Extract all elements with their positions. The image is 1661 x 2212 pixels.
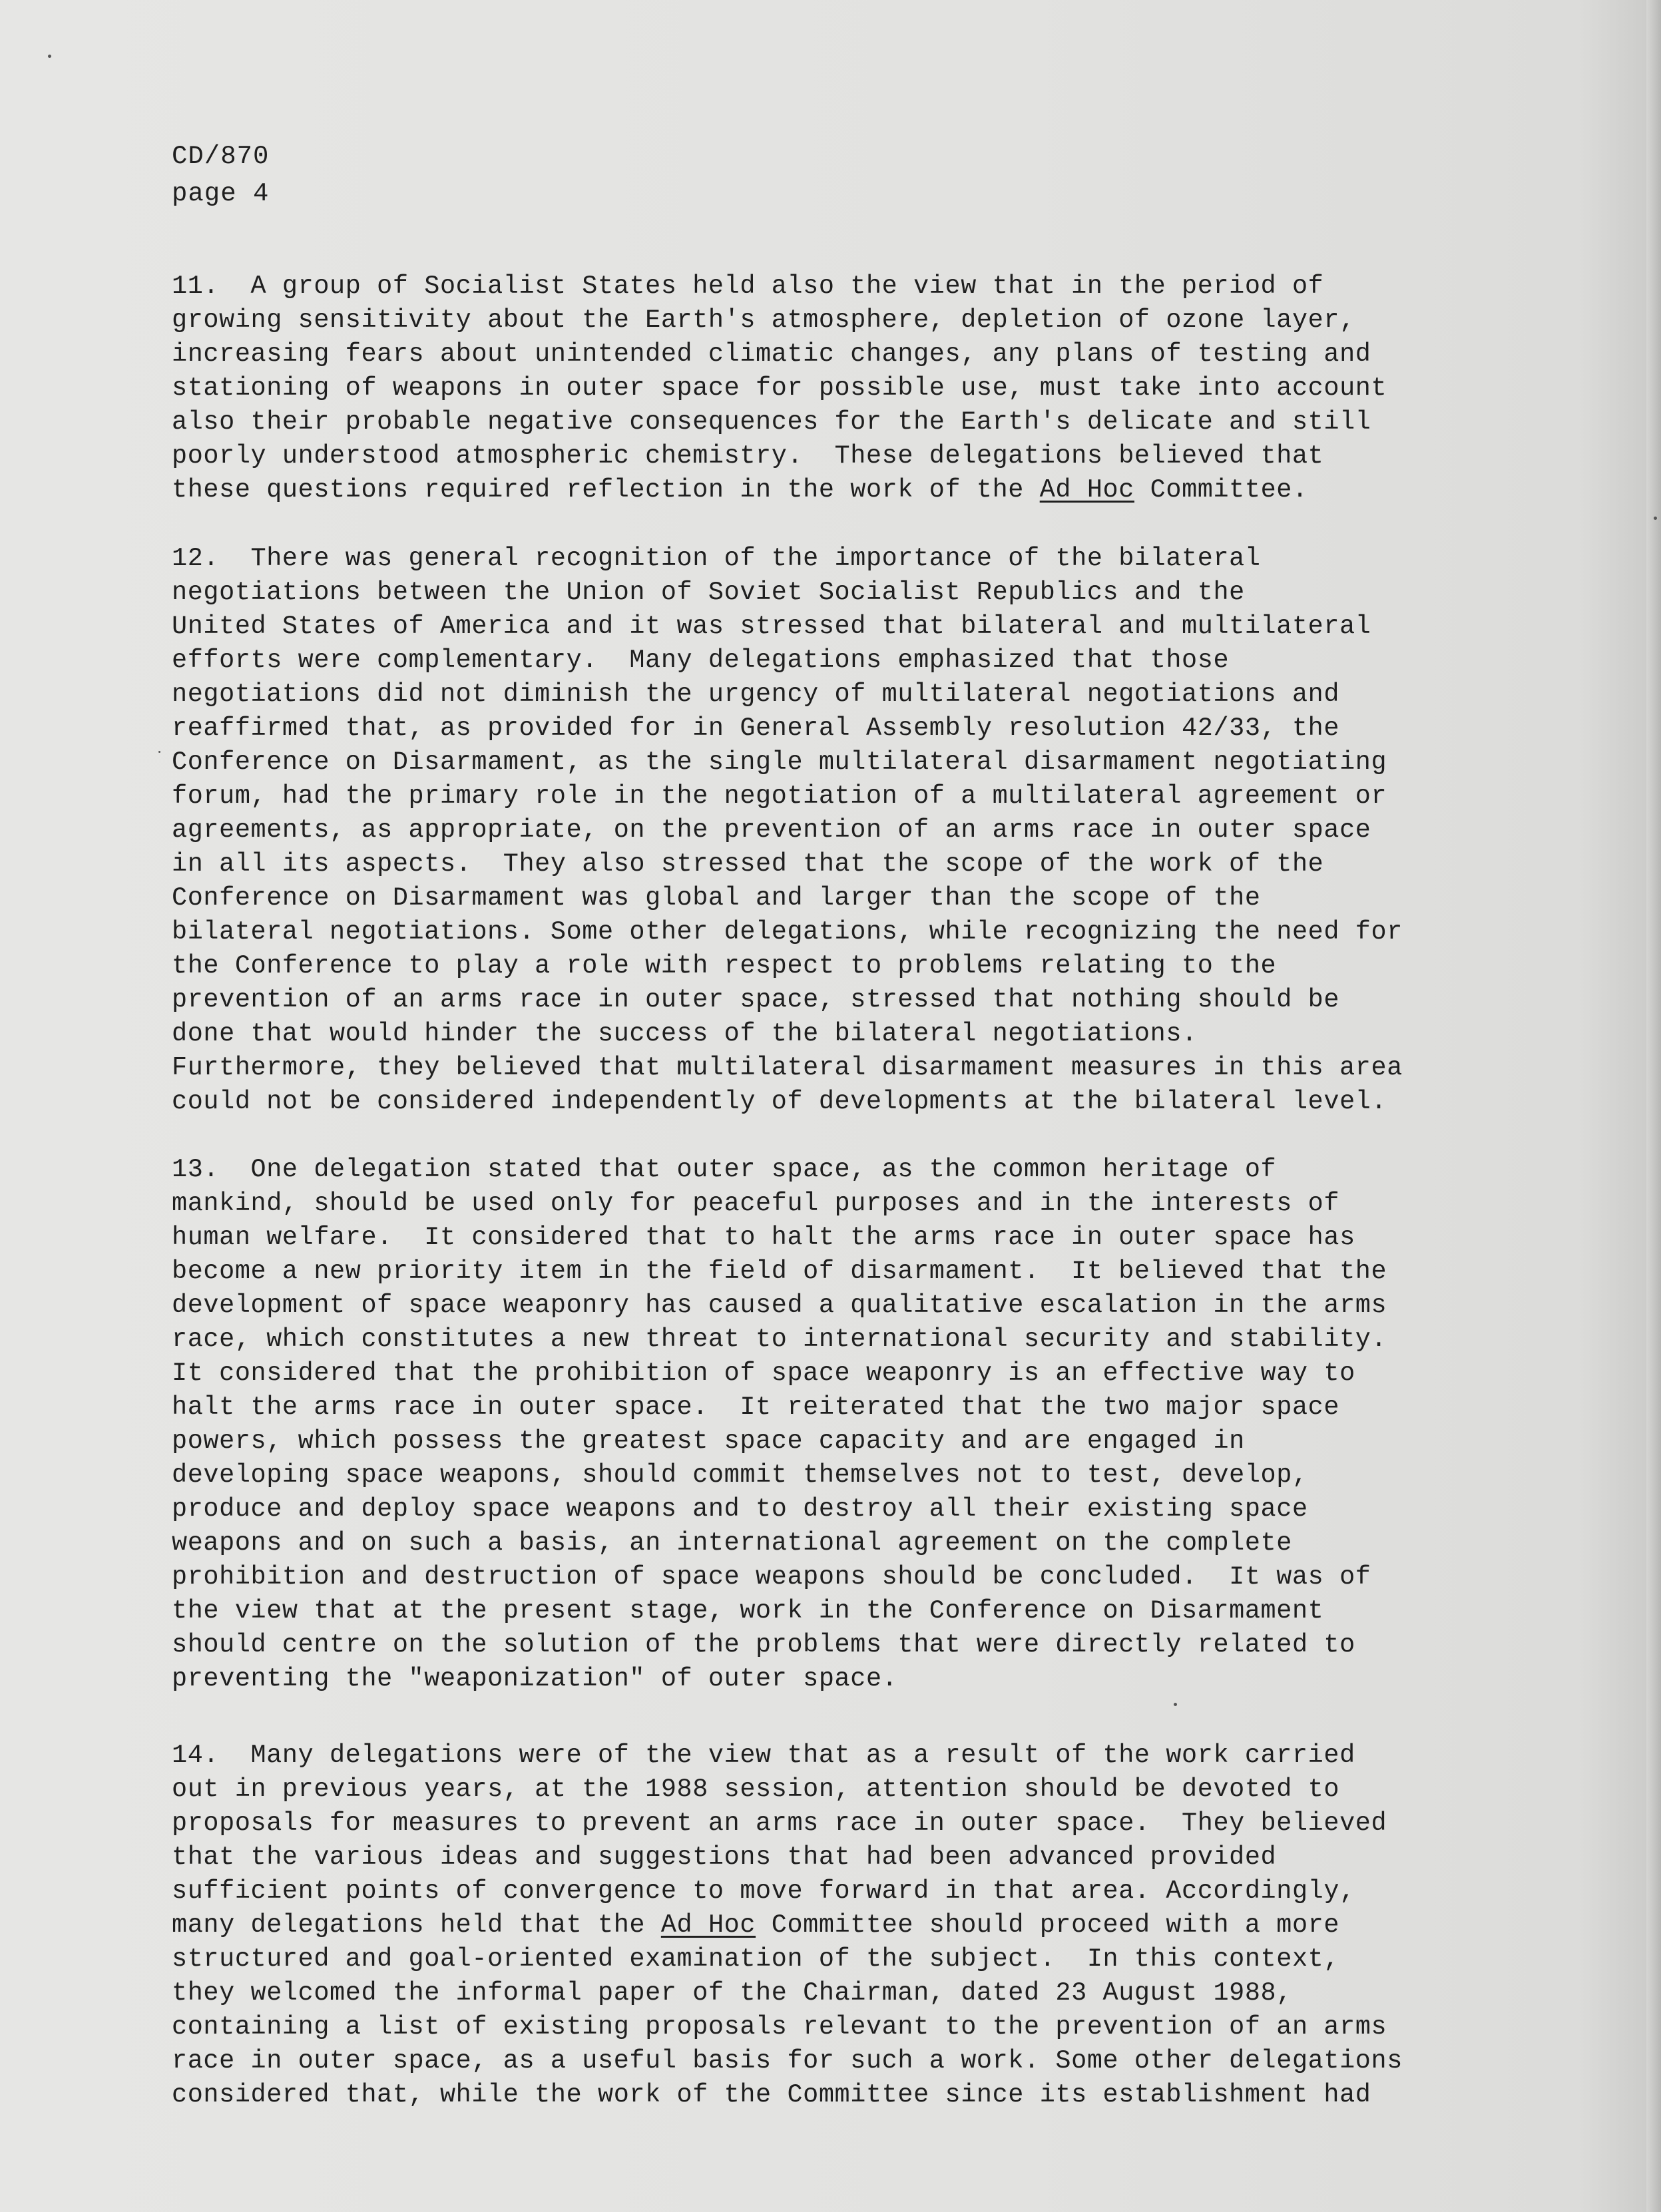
paragraph-line: human welfare. It considered that to halt the arms race in outer space has <box>172 1223 1355 1252</box>
paragraph-line: produce and deploy space weapons and to destroy all their existing space <box>172 1494 1308 1524</box>
paragraph-line: agreements, as appropriate, on the prevention of an arms race in outer space <box>172 815 1371 845</box>
paragraph-line: prevention of an arms race in outer space, stressed that nothing should be <box>172 985 1340 1014</box>
line-text: many delegations held that the <box>172 1910 661 1940</box>
paragraph-line: become a new priority item in the field of disarmament. It believed that the <box>172 1257 1387 1286</box>
page-number: page 4 <box>172 179 270 208</box>
paragraph-line: out in previous years, at the 1988 session, attention should be devoted to <box>172 1775 1340 1804</box>
ad-hoc-term: Ad Hoc <box>660 1910 756 1940</box>
paragraph-line: also their probable negative consequences for the Earth's delicate and still <box>172 407 1371 437</box>
paragraph-line: containing a list of existing proposals relevant to the prevention of an arms <box>172 2012 1387 2042</box>
paragraph-line: poorly understood atmospheric chemistry. These delegations believed that <box>172 441 1324 471</box>
paragraph-line: negotiations between the Union of Soviet Socialist Republics and the <box>172 578 1245 607</box>
paragraph-12 <box>172 542 1537 1119</box>
paragraph-line: that the various ideas and suggestions that had been advanced provided <box>172 1843 1277 1872</box>
paragraph-line: structured and goal-oriented examination of the subject. In this context, <box>172 1944 1340 1974</box>
paragraph-line: proposals for measures to prevent an arms race in outer space. They believed <box>172 1809 1387 1838</box>
paragraph-line <box>172 473 1537 507</box>
paragraph-line: 12. There was general recognition of the importance of the bilateral <box>172 544 1261 573</box>
paragraph-line: the Conference to play a role with respect to problems relating to the <box>172 951 1277 981</box>
scan-speck <box>1174 1703 1177 1706</box>
paragraph-line: race in outer space, as a useful basis for such a work. Some other delegations <box>172 2046 1403 2076</box>
scan-speck <box>158 751 160 753</box>
paragraph-line: mankind, should be used only for peaceful purposes and in the interests of <box>172 1189 1340 1218</box>
paragraph-line: in all its aspects. They also stressed that the scope of the work of the <box>172 849 1324 879</box>
paragraph-line: growing sensitivity about the Earth's atmosphere, depletion of ozone layer, <box>172 306 1355 335</box>
paragraph-line: done that would hinder the success of the bilateral negotiations. <box>172 1019 1198 1048</box>
document-symbol: CD/870 <box>172 142 270 171</box>
paragraph-line: development of space weaponry has caused a qualitative escalation in the arms <box>172 1291 1387 1320</box>
paragraph-line: 14. Many delegations were of the view that as a result of the work carried <box>172 1741 1355 1770</box>
paragraph-line: United States of America and it was stressed that bilateral and multilateral <box>172 612 1371 641</box>
paragraph-line: considered that, while the work of the Committee since its establishment had <box>172 2080 1371 2109</box>
ad-hoc-term: Ad Hoc <box>1039 475 1134 505</box>
line-text: Committee should proceed with a more <box>756 1910 1340 1940</box>
paragraph-line: race, which constitutes a new threat to international security and stability. <box>172 1325 1387 1354</box>
paragraph-line: increasing fears about unintended climatic changes, any plans of testing and <box>172 339 1371 369</box>
paragraph-line: It considered that the prohibition of space weaponry is an effective way to <box>172 1359 1355 1388</box>
paragraph-line: negotiations did not diminish the urgency of multilateral negotiations and <box>172 680 1340 709</box>
paragraph-line: they welcomed the informal paper of the Chairman, dated 23 August 1988, <box>172 1978 1292 2008</box>
line-text: Committee. <box>1134 475 1308 505</box>
paragraph-line: Furthermore, they believed that multilateral disarmament measures in this area <box>172 1053 1403 1082</box>
page-edge-shadow <box>1646 0 1661 2212</box>
paragraph-line: developing space weapons, should commit themselves not to test, develop, <box>172 1460 1308 1490</box>
document-header <box>172 138 269 212</box>
paragraph-line: stationing of weapons in outer space for possible use, must take into account <box>172 373 1387 403</box>
paragraph-line: efforts were complementary. Many delegations emphasized that those <box>172 646 1230 675</box>
paragraph-line: sufficient points of convergence to move forward in that area. Accordingly, <box>172 1877 1355 1906</box>
paragraph-line: forum, had the primary role in the negotiation of a multilateral agreement or <box>172 781 1387 811</box>
scan-speck <box>1654 517 1657 520</box>
paragraph-line: powers, which possess the greatest space capacity and are engaged in <box>172 1427 1245 1456</box>
paragraph-line: the view that at the present stage, work in the Conference on Disarmament <box>172 1596 1324 1626</box>
paragraph-line: 11. A group of Socialist States held also the view that in the period of <box>172 272 1324 301</box>
paragraph-line: should centre on the solution of the problems that were directly related to <box>172 1630 1355 1659</box>
paragraph-line: Conference on Disarmament was global and larger than the scope of the <box>172 883 1261 913</box>
paragraph-line: weapons and on such a basis, an international agreement on the complete <box>172 1528 1292 1558</box>
paragraph-line <box>172 1908 1537 1942</box>
paragraph-line: 13. One delegation stated that outer space, as the common heritage of <box>172 1155 1277 1184</box>
paragraph-line: could not be considered independently of developments at the bilateral level. <box>172 1087 1387 1116</box>
paragraph-line: reaffirmed that, as provided for in General Assembly resolution 42/33, the <box>172 714 1340 743</box>
paragraph-14 <box>172 1739 1537 2112</box>
paragraph-line: prohibition and destruction of space weapons should be concluded. It was of <box>172 1562 1371 1592</box>
paragraph-line: bilateral negotiations. Some other delegations, while recognizing the need for <box>172 917 1403 947</box>
paragraph-13 <box>172 1153 1537 1696</box>
paragraph-line: preventing the "weaponization" of outer space. <box>172 1664 898 1693</box>
line-text: these questions required reflection in the work of the <box>172 475 1040 505</box>
paragraph-line: halt the arms race in outer space. It reiterated that the two major space <box>172 1393 1340 1422</box>
paragraph-11 <box>172 270 1537 507</box>
scan-speck <box>48 55 51 58</box>
paragraph-line: Conference on Disarmament, as the single multilateral disarmament negotiating <box>172 748 1387 777</box>
